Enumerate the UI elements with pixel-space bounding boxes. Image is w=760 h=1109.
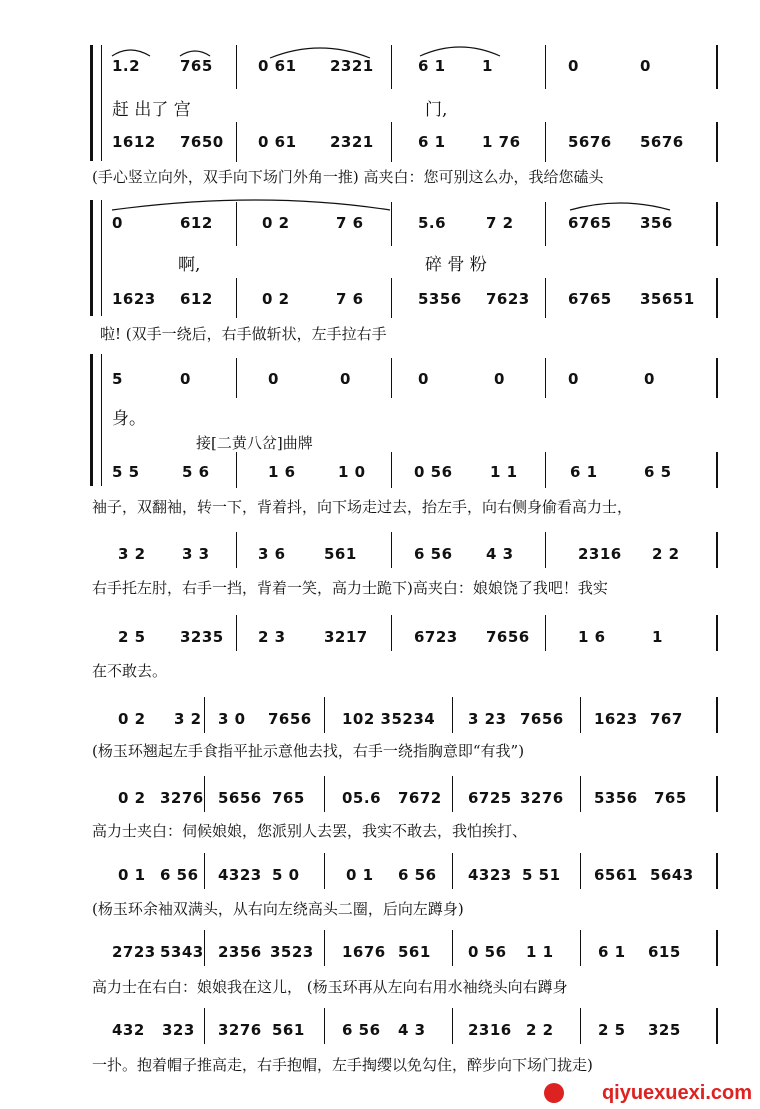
stage-direction: 在不敢去。 bbox=[92, 662, 168, 680]
note-measure: 3276 bbox=[160, 789, 204, 807]
note-measure: 1 0 bbox=[338, 463, 366, 481]
barline bbox=[716, 532, 718, 568]
barline bbox=[545, 358, 546, 398]
note-measure: 6 1 bbox=[570, 463, 598, 481]
note-measure: 6 56 bbox=[414, 545, 453, 563]
note-measure: 1.2 bbox=[112, 57, 141, 75]
barline bbox=[716, 122, 718, 162]
note-measure: 0 2 bbox=[118, 710, 146, 728]
note-measure: 0 bbox=[112, 214, 123, 232]
note-measure: 0 bbox=[268, 370, 279, 388]
note-measure: 1612 bbox=[112, 133, 156, 151]
note-measure: 2 5 bbox=[118, 628, 146, 646]
barline bbox=[236, 202, 237, 246]
barline bbox=[324, 930, 325, 966]
note-measure: 432 bbox=[112, 1021, 145, 1039]
note-measure: 615 bbox=[648, 943, 681, 961]
note-measure: 1623 bbox=[594, 710, 638, 728]
barline bbox=[391, 615, 392, 651]
note-measure: 0 56 bbox=[468, 943, 507, 961]
note-measure: 1 1 bbox=[490, 463, 518, 481]
stage-direction: 啦! (双手一绕后，右手做斩状，左手拉右手 bbox=[100, 325, 387, 343]
note-measure: 6765 bbox=[568, 214, 612, 232]
tune-label: 接[二黄八岔]曲牌 bbox=[196, 434, 313, 452]
note-measure: 7 6 bbox=[336, 214, 364, 232]
watermark: qiyuexuexi.com bbox=[601, 1082, 752, 1104]
note-measure: 2316 bbox=[468, 1021, 512, 1039]
lyric-line: 门, bbox=[425, 100, 448, 120]
barline bbox=[545, 532, 546, 568]
note-measure: 05.6 bbox=[342, 789, 382, 807]
barline bbox=[545, 278, 546, 318]
note-measure: 612 bbox=[180, 290, 213, 308]
note-measure: 1 6 bbox=[268, 463, 296, 481]
note-measure: 2316 bbox=[578, 545, 622, 563]
barline bbox=[391, 202, 392, 246]
note-measure: 3 0 bbox=[218, 710, 246, 728]
barline bbox=[324, 776, 325, 812]
note-measure: 2321 bbox=[330, 133, 374, 151]
barline bbox=[580, 930, 581, 966]
note-measure: 5343 bbox=[160, 943, 204, 961]
note-measure: 2 2 bbox=[652, 545, 680, 563]
note-measure: 1623 bbox=[112, 290, 156, 308]
note-measure: 3523 bbox=[270, 943, 314, 961]
note-measure: 5356 bbox=[418, 290, 462, 308]
barline bbox=[545, 202, 546, 246]
note-measure: 0 1 bbox=[346, 866, 374, 884]
barline bbox=[324, 1008, 325, 1044]
barline bbox=[545, 615, 546, 651]
barline bbox=[580, 853, 581, 889]
note-measure: 325 bbox=[648, 1021, 681, 1039]
barline bbox=[716, 358, 718, 398]
barline bbox=[580, 697, 581, 733]
lyric-line: 碎 骨 粉 bbox=[425, 255, 487, 275]
note-measure: 0 61 bbox=[258, 133, 297, 151]
note-measure: 35651 bbox=[640, 290, 695, 308]
note-measure: 4 3 bbox=[486, 545, 514, 563]
note-measure: 765 bbox=[654, 789, 687, 807]
note-measure: 6 1 bbox=[418, 133, 446, 151]
note-measure: 6723 bbox=[414, 628, 458, 646]
barline bbox=[236, 278, 237, 318]
note-measure: 5.6 bbox=[418, 214, 447, 232]
note-measure: 6 1 bbox=[598, 943, 626, 961]
note-measure: 3 23 bbox=[468, 710, 507, 728]
note-measure: 0 bbox=[340, 370, 351, 388]
note-measure: 7 6 bbox=[336, 290, 364, 308]
note-measure: 6 1 bbox=[418, 57, 446, 75]
note-measure: 0 bbox=[644, 370, 655, 388]
stage-direction: (杨玉环余袖双满头，从右向左绕高头二圈，后向左蹲身) bbox=[92, 900, 464, 918]
barline bbox=[716, 853, 718, 889]
barline bbox=[452, 776, 453, 812]
barline bbox=[580, 1008, 581, 1044]
barline bbox=[452, 853, 453, 889]
note-measure: 5676 bbox=[568, 133, 612, 151]
note-measure: 6 56 bbox=[342, 1021, 381, 1039]
barline bbox=[236, 532, 237, 568]
note-measure: 612 bbox=[180, 214, 213, 232]
note-measure: 1 bbox=[652, 628, 663, 646]
note-measure: 561 bbox=[324, 545, 357, 563]
note-measure: 6 56 bbox=[160, 866, 199, 884]
lyric-line: 身。 bbox=[112, 409, 146, 429]
stage-direction: 袖子，双翻袖，转一下，背着抖，向下场走过去，抬左手，向右侧身偷看高力士， bbox=[92, 498, 633, 516]
note-measure: 2356 bbox=[218, 943, 262, 961]
barline bbox=[204, 697, 205, 733]
note-measure: 765 bbox=[180, 57, 213, 75]
note-measure: 2 2 bbox=[526, 1021, 554, 1039]
note-measure: 0 2 bbox=[262, 214, 290, 232]
note-measure: 1676 bbox=[342, 943, 386, 961]
note-measure: 7656 bbox=[268, 710, 312, 728]
note-measure: 3217 bbox=[324, 628, 368, 646]
barline bbox=[204, 930, 205, 966]
note-measure: 0 2 bbox=[262, 290, 290, 308]
note-measure: 5 51 bbox=[522, 866, 561, 884]
note-measure: 0 bbox=[568, 370, 579, 388]
barline bbox=[716, 202, 718, 246]
barline bbox=[324, 697, 325, 733]
barline bbox=[204, 853, 205, 889]
note-measure: 1 1 bbox=[526, 943, 554, 961]
note-measure: 2 3 bbox=[258, 628, 286, 646]
stage-direction: 右手托左肘，右手一挡，背着一笑，高力士跪下)高夹白：娘娘饶了我吧！我实 bbox=[92, 579, 608, 597]
system-brace-line bbox=[101, 200, 102, 316]
system-brace bbox=[90, 200, 101, 316]
note-measure: 3235 bbox=[180, 628, 224, 646]
note-measure: 3276 bbox=[218, 1021, 262, 1039]
note-measure: 0 bbox=[640, 57, 651, 75]
stage-direction: (手心竖立向外，双手向下场门外角一推) 高夹白：您可别这么办，我给您磕头 bbox=[92, 168, 604, 186]
barline bbox=[716, 697, 718, 733]
barline bbox=[545, 122, 546, 162]
note-measure: 1 76 bbox=[482, 133, 521, 151]
barline bbox=[716, 776, 718, 812]
barline bbox=[391, 358, 392, 398]
note-measure: 4 3 bbox=[398, 1021, 426, 1039]
note-measure: 5676 bbox=[640, 133, 684, 151]
note-measure: 7650 bbox=[180, 133, 224, 151]
note-measure: 7656 bbox=[486, 628, 530, 646]
note-measure: 5 5 bbox=[112, 463, 140, 481]
barline bbox=[545, 452, 546, 488]
note-measure: 0 1 bbox=[118, 866, 146, 884]
note-measure: 0 56 bbox=[414, 463, 453, 481]
barline bbox=[204, 776, 205, 812]
barline bbox=[452, 930, 453, 966]
barline bbox=[716, 615, 718, 651]
barline bbox=[236, 122, 237, 162]
note-measure: 7656 bbox=[520, 710, 564, 728]
note-measure: 2 5 bbox=[598, 1021, 626, 1039]
note-measure: 0 bbox=[494, 370, 505, 388]
note-measure: 7 2 bbox=[486, 214, 514, 232]
note-measure: 102 35234 bbox=[342, 710, 436, 728]
barline bbox=[716, 278, 718, 318]
note-measure: 6765 bbox=[568, 290, 612, 308]
note-measure: 6561 bbox=[594, 866, 638, 884]
note-measure: 1 6 bbox=[578, 628, 606, 646]
note-measure: 5656 bbox=[218, 789, 262, 807]
note-measure: 5 0 bbox=[272, 866, 300, 884]
barline bbox=[716, 1008, 718, 1044]
note-measure: 561 bbox=[272, 1021, 305, 1039]
stage-direction: 一扑。抱着帽子推高走，右手抱帽，左手掏缨以免勾住，醉步向下场门拢走) bbox=[92, 1056, 593, 1074]
barline bbox=[324, 853, 325, 889]
barline bbox=[391, 278, 392, 318]
stage-direction: 高力士夹白：伺候娘娘，您派别人去罢，我实不敢去，我怕挨打、 bbox=[92, 822, 528, 840]
system-brace-line bbox=[101, 354, 102, 486]
lyric-line: 啊, bbox=[178, 255, 201, 275]
barline bbox=[236, 452, 237, 488]
note-measure: 765 bbox=[272, 789, 305, 807]
barline bbox=[204, 1008, 205, 1044]
note-measure: 6 56 bbox=[398, 866, 437, 884]
note-measure: 6725 bbox=[468, 789, 512, 807]
barline bbox=[580, 776, 581, 812]
note-measure: 5 6 bbox=[182, 463, 210, 481]
note-measure: 5 bbox=[112, 370, 123, 388]
note-measure: 6 5 bbox=[644, 463, 672, 481]
note-measure: 5356 bbox=[594, 789, 638, 807]
note-measure: 5643 bbox=[650, 866, 694, 884]
barline bbox=[716, 930, 718, 966]
barline bbox=[391, 452, 392, 488]
note-measure: 0 bbox=[180, 370, 191, 388]
note-measure: 7672 bbox=[398, 789, 442, 807]
system-brace bbox=[90, 354, 101, 486]
note-measure: 561 bbox=[398, 943, 431, 961]
note-measure: 323 bbox=[162, 1021, 195, 1039]
barline bbox=[716, 452, 718, 488]
barline bbox=[236, 358, 237, 398]
barline bbox=[236, 615, 237, 651]
note-measure: 767 bbox=[650, 710, 683, 728]
note-measure: 1 bbox=[482, 57, 493, 75]
barline bbox=[391, 532, 392, 568]
stage-direction: (杨玉环翘起左手食指平扯示意他去找，右手一绕指胸意即“有我”) bbox=[92, 742, 525, 760]
note-measure: 0 61 bbox=[258, 57, 297, 75]
note-measure: 4323 bbox=[218, 866, 262, 884]
note-measure: 2321 bbox=[330, 57, 374, 75]
stage-direction: 高力士在右白：娘娘我在这儿， (杨玉环再从左向右用水袖绕头向右蹲身 bbox=[92, 978, 568, 996]
note-measure: 3 6 bbox=[258, 545, 286, 563]
note-measure: 2723 bbox=[112, 943, 156, 961]
note-measure: 356 bbox=[640, 214, 673, 232]
note-measure: 7623 bbox=[486, 290, 530, 308]
note-measure: 3 2 bbox=[174, 710, 202, 728]
note-measure: 0 bbox=[568, 57, 579, 75]
note-measure: 3 3 bbox=[182, 545, 210, 563]
note-measure: 4323 bbox=[468, 866, 512, 884]
barline bbox=[452, 1008, 453, 1044]
note-measure: 0 bbox=[418, 370, 429, 388]
lyric-line: 赶 出了 宫 bbox=[112, 100, 191, 120]
barline bbox=[452, 697, 453, 733]
watermark-logo-icon bbox=[544, 1083, 564, 1103]
note-measure: 0 2 bbox=[118, 789, 146, 807]
note-measure: 3276 bbox=[520, 789, 564, 807]
note-measure: 3 2 bbox=[118, 545, 146, 563]
barline bbox=[391, 122, 392, 162]
